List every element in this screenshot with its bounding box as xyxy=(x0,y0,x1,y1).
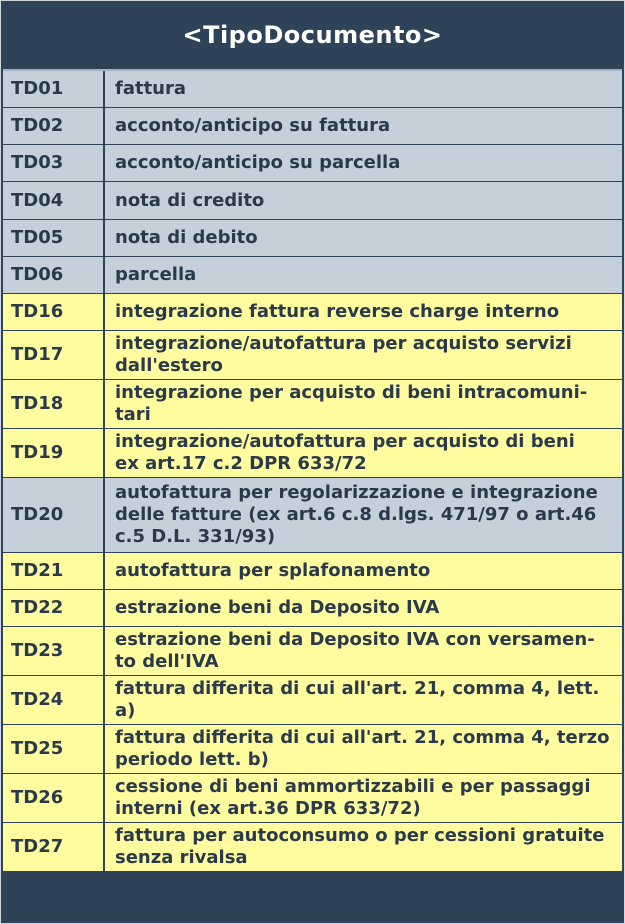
document-type-description: integrazione fattura reverse charge interno xyxy=(115,301,560,322)
table-row xyxy=(3,627,622,676)
table-row xyxy=(3,676,622,725)
table-row xyxy=(3,71,622,108)
document-type-code: TD17 xyxy=(3,331,105,379)
document-type-description: fattura differita di cui all'art. 21, comma 4, terzo periodo lett. b) xyxy=(115,727,610,770)
document-type-description: autofattura per splafonamento xyxy=(115,560,431,581)
table-row xyxy=(3,294,622,331)
table-title: <TipoDocumento> xyxy=(182,21,443,49)
table-row xyxy=(3,331,622,380)
document-type-code: TD21 xyxy=(3,553,105,589)
document-type-code: TD24 xyxy=(3,676,105,724)
document-type-description: estrazione beni da Deposito IVA xyxy=(115,597,440,618)
table-row xyxy=(3,590,622,627)
document-type-description: parcella xyxy=(115,264,197,285)
table-row xyxy=(3,774,622,823)
table-row xyxy=(3,182,622,220)
document-type-code: TD19 xyxy=(3,429,105,477)
document-type-description: integrazione per acquisto di beni intracomuni- tari xyxy=(115,382,588,425)
document-type-description: acconto/anticipo su parcella xyxy=(115,152,401,173)
document-type-code: TD01 xyxy=(3,71,105,107)
document-type-description: estrazione beni da Deposito IVA con versamen- to dell'IVA xyxy=(115,629,595,672)
document-type-description: integrazione/autofattura per acquisto di beni ex art.17 c.2 DPR 633/72 xyxy=(115,431,575,474)
document-type-code: TD05 xyxy=(3,220,105,256)
table-row xyxy=(3,429,622,478)
document-type-code: TD22 xyxy=(3,590,105,626)
document-type-code: TD27 xyxy=(3,823,105,871)
table-row xyxy=(3,145,622,182)
document-type-code: TD16 xyxy=(3,294,105,330)
document-type-description: acconto/anticipo su fattura xyxy=(115,115,391,136)
table-row xyxy=(3,553,622,590)
document-type-code: TD20 xyxy=(3,478,105,552)
document-type-description: fattura per autoconsumo o per cessioni gratuite senza rivalsa xyxy=(115,825,605,868)
document-type-description: autofattura per regolarizzazione e integrazione delle fatture (ex art.6 c.8 d.lgs. 471/97 o art.46 c.5 D.L. 331/93) xyxy=(115,482,598,547)
document-type-description: fattura xyxy=(115,78,187,99)
document-type-code: TD04 xyxy=(3,182,105,219)
document-type-code: TD25 xyxy=(3,725,105,773)
document-type-code: TD23 xyxy=(3,627,105,675)
document-type-code: TD03 xyxy=(3,145,105,181)
document-type-description: nota di debito xyxy=(115,227,258,248)
document-type-code: TD26 xyxy=(3,774,105,822)
document-type-code: TD02 xyxy=(3,108,105,144)
table-body xyxy=(3,71,622,872)
document-type-description: fattura differita di cui all'art. 21, comma 4, lett. a) xyxy=(115,678,600,721)
table-row xyxy=(3,257,622,294)
table-row xyxy=(3,725,622,774)
table-row xyxy=(3,220,622,257)
table-row xyxy=(3,823,622,872)
table-row xyxy=(3,380,622,429)
document-type-code: TD18 xyxy=(3,380,105,428)
table-row xyxy=(3,478,622,553)
document-type-description: integrazione/autofattura per acquisto servizi dall'estero xyxy=(115,333,572,376)
document-type-description: nota di credito xyxy=(115,189,265,211)
table-row xyxy=(3,108,622,145)
document-type-code: TD06 xyxy=(3,257,105,293)
document-type-description: cessione di beni ammortizzabili e per passaggi interni (ex art.36 DPR 633/72) xyxy=(115,776,591,819)
